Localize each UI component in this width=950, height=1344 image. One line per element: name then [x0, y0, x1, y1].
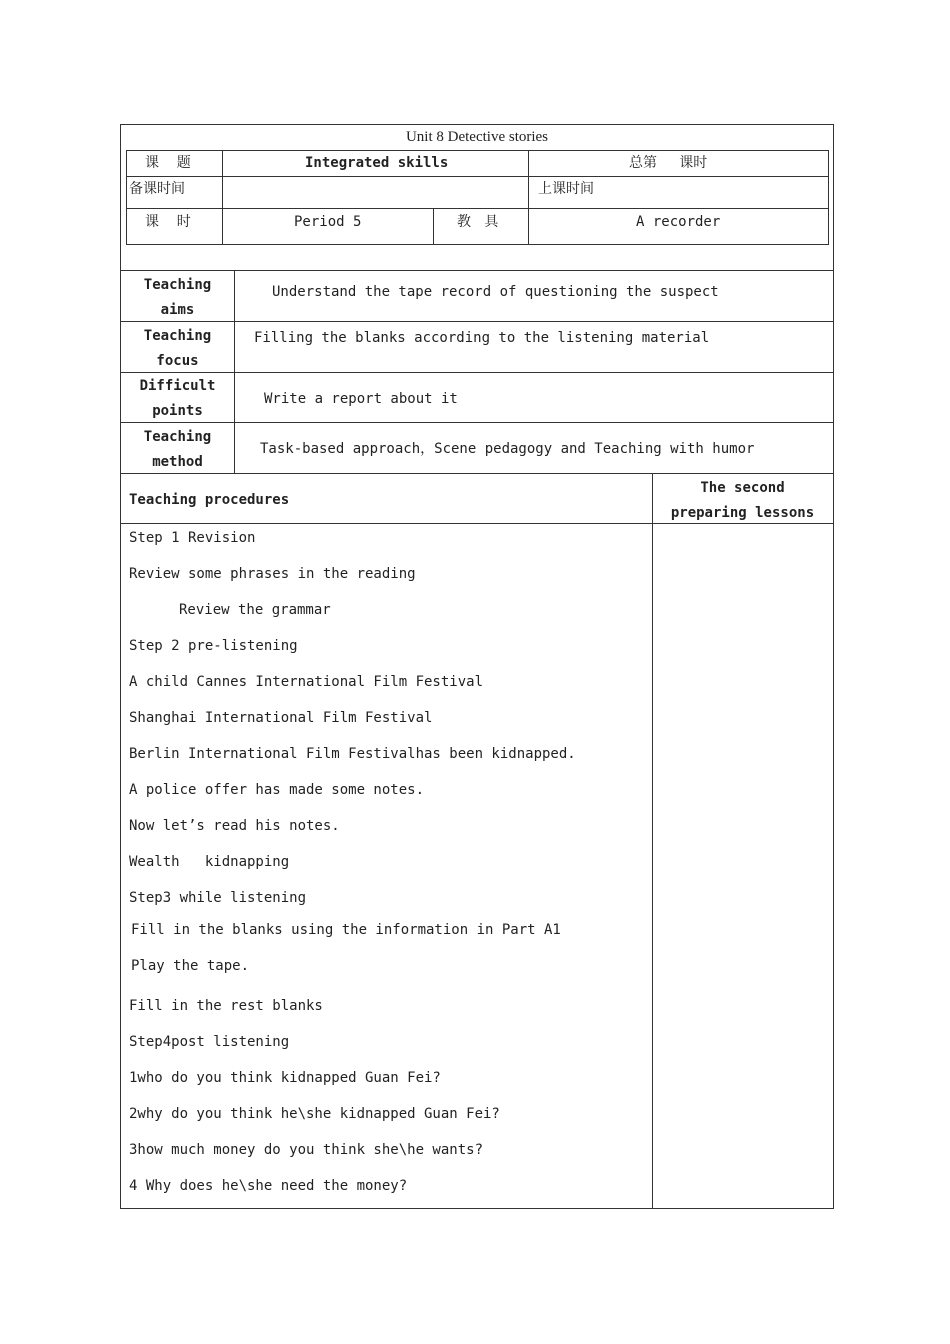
- lesson-plan-table: [120, 124, 834, 1209]
- header-row2-border: [126, 208, 829, 209]
- info-bottom-border: [121, 473, 833, 474]
- info-row3-border: [121, 422, 833, 423]
- info-col-divider: [234, 270, 235, 473]
- header-top-border: [126, 150, 829, 151]
- focus-value: Filling the blanks according to the listening material: [254, 330, 710, 346]
- procedure-line: Step 1 Revision: [129, 530, 256, 546]
- method-value: Task-based approach，Scene pedagogy and Teaching with humor: [260, 441, 755, 457]
- info-row1-border: [121, 321, 833, 322]
- info-top-border: [121, 270, 833, 271]
- header-col1-divider: [222, 150, 223, 244]
- second-prep-header-line1: The second: [700, 480, 785, 496]
- procedure-line: Step 2 pre-listening: [129, 638, 298, 654]
- aims-label-line2: aims: [160, 302, 195, 318]
- procedure-line: Now let’s read his notes.: [129, 818, 340, 834]
- prep-time-label: 备课时间: [129, 181, 185, 197]
- method-label-line2: method: [152, 454, 203, 470]
- header-row1-border: [126, 176, 829, 177]
- difficult-label-line1: Difficult: [139, 378, 216, 394]
- tools-value: A recorder: [636, 214, 721, 230]
- header-left-border: [126, 150, 127, 244]
- procedure-line: Review some phrases in the reading: [129, 566, 416, 582]
- procedure-line: 1who do you think kidnapped Guan Fei?: [129, 1070, 441, 1086]
- topic-value: Integrated skills: [305, 155, 449, 171]
- procedure-line: Step3 while listening: [129, 890, 307, 906]
- difficult-label-line2: points: [152, 403, 203, 419]
- page-title: Unit 8 Detective stories: [405, 129, 549, 145]
- info-row2-border: [121, 372, 833, 373]
- procedure-line: Wealth kidnapping: [129, 854, 290, 870]
- tools-label: 教 具: [457, 214, 499, 230]
- procedure-line: 4 Why does he\she need the money?: [129, 1178, 408, 1194]
- procedure-line: A police offer has made some notes.: [129, 782, 425, 798]
- procedures-col-divider: [652, 473, 653, 1208]
- period-label: 课 时: [145, 214, 191, 230]
- procedure-line: Fill in the rest blanks: [129, 998, 323, 1014]
- header-col3-divider: [433, 208, 434, 244]
- total-period-label: 总第 课时: [629, 155, 708, 171]
- period-value: Period 5: [294, 214, 362, 230]
- aims-value: Understand the tape record of questioning the suspect: [272, 284, 719, 300]
- focus-label-line1: Teaching: [143, 328, 212, 344]
- header-bottom-border: [126, 244, 829, 245]
- focus-label-line2: focus: [156, 353, 199, 369]
- header-right-border: [828, 150, 829, 244]
- header-col2-divider: [528, 150, 529, 244]
- procedure-line: Fill in the blanks using the information in Part A1: [131, 922, 561, 938]
- procedure-line: Play the tape.: [131, 958, 250, 974]
- topic-label: 课 题: [145, 155, 191, 171]
- procedure-line: Shanghai International Film Festival: [129, 710, 433, 726]
- procedure-line: Review the grammar: [179, 602, 331, 618]
- second-prep-header-line2: preparing lessons: [670, 505, 815, 521]
- difficult-value: Write a report about it: [264, 391, 458, 407]
- procedures-header: Teaching procedures: [129, 492, 290, 508]
- procedure-line: 2why do you think he\she kidnapped Guan Fei?: [129, 1106, 500, 1122]
- method-label-line1: Teaching: [143, 429, 212, 445]
- procedure-line: 3how much money do you think she\he wants?: [129, 1142, 484, 1158]
- procedures-header-border: [121, 523, 833, 524]
- procedure-line: A child Cannes International Film Festival: [129, 674, 484, 690]
- aims-label-line1: Teaching: [143, 277, 212, 293]
- procedure-line: Step4post listening: [129, 1034, 290, 1050]
- class-time-label: 上课时间: [538, 181, 594, 197]
- procedure-line: Berlin International Film Festivalhas been kidnapped.: [129, 746, 576, 762]
